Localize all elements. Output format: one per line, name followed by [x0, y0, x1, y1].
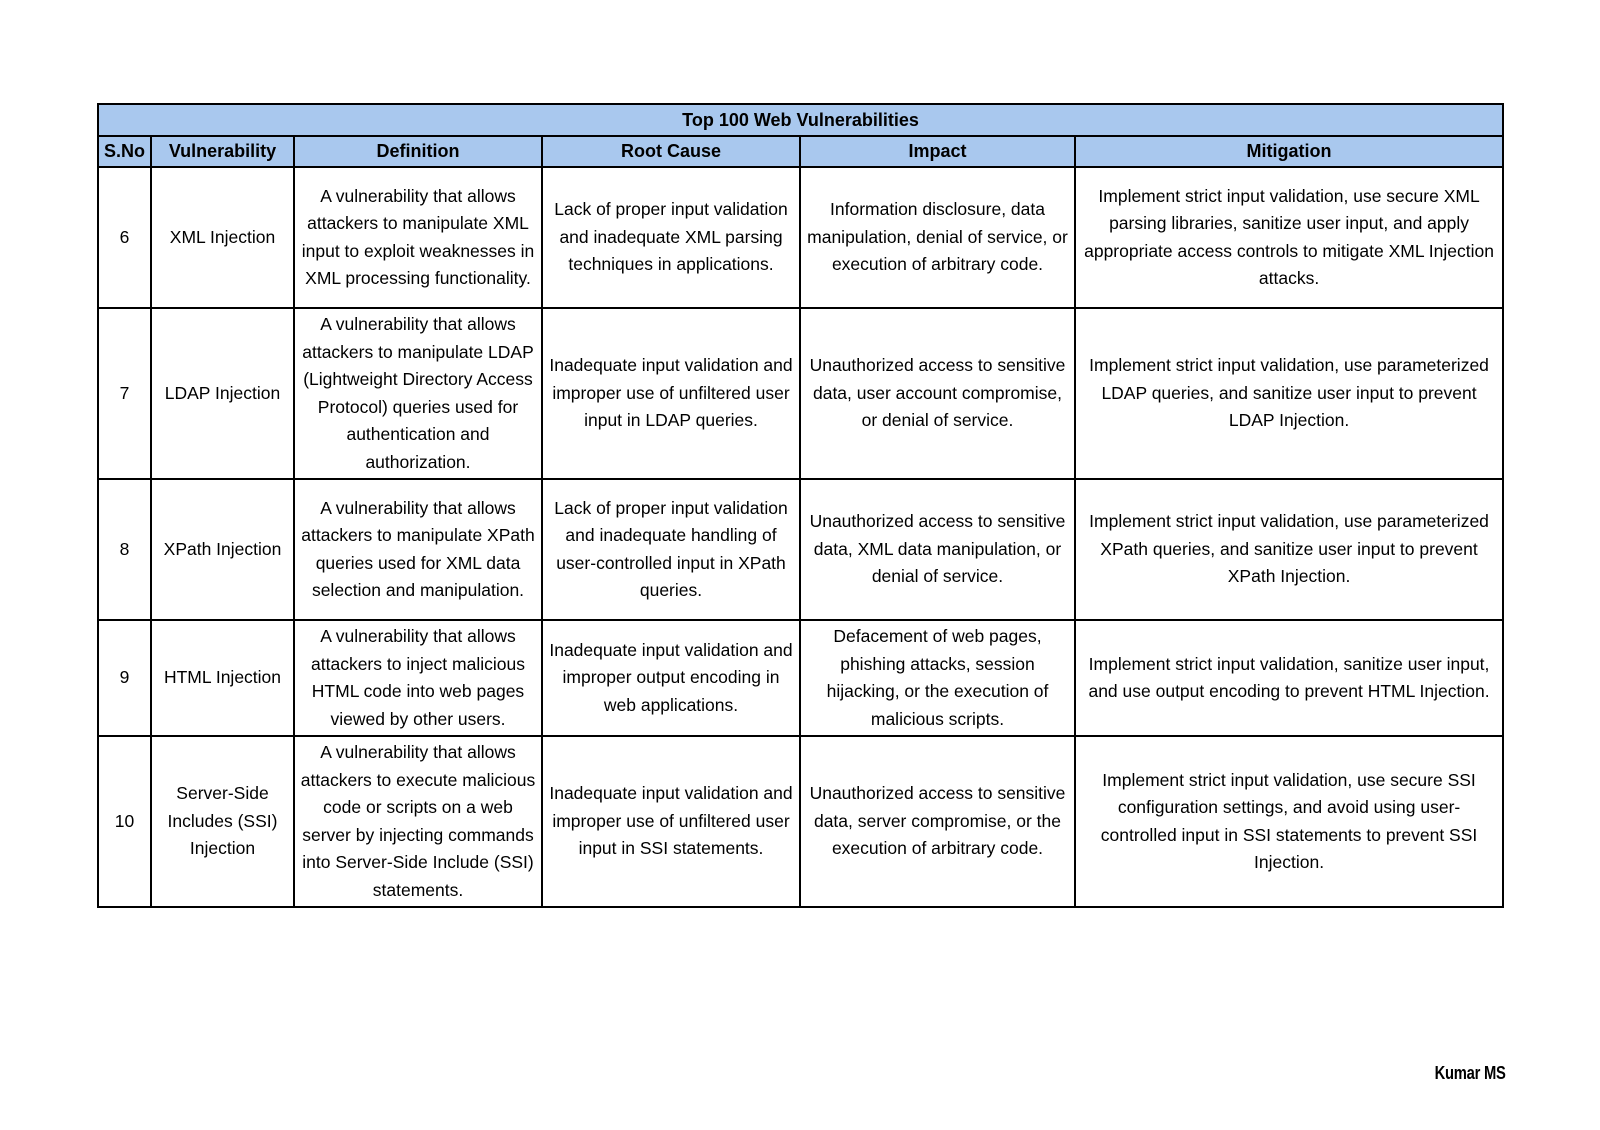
cell-mitigation: Implement strict input validation, use parameterized LDAP queries, and sanitize user input to prevent LDAP Injection.: [1075, 308, 1503, 479]
cell-mitigation: Implement strict input validation, use parameterized XPath queries, and sanitize user input to prevent XPath Injection.: [1075, 479, 1503, 620]
table-header-row: [98, 136, 1503, 167]
table-row: [98, 620, 1503, 736]
cell-sno: 6: [98, 167, 151, 308]
cell-vulnerability: XPath Injection: [151, 479, 294, 620]
cell-impact: Defacement of web pages, phishing attacks, session hijacking, or the execution of malicious scripts.: [800, 620, 1075, 736]
cell-definition: A vulnerability that allows attackers to manipulate LDAP (Lightweight Directory Access Protocol) queries used for authentication and authorization.: [294, 308, 542, 479]
cell-sno: 7: [98, 308, 151, 479]
column-header-sno: S.No: [98, 136, 151, 167]
table-title-row: [98, 104, 1503, 136]
column-header-mitigation: Mitigation: [1075, 136, 1503, 167]
cell-vulnerability: HTML Injection: [151, 620, 294, 736]
cell-mitigation: Implement strict input validation, use secure SSI configuration settings, and avoid using user-controlled input in SSI statements to prevent SSI Injection.: [1075, 736, 1503, 907]
cell-definition: A vulnerability that allows attackers to manipulate XPath queries used for XML data selection and manipulation.: [294, 479, 542, 620]
vulnerability-table: [97, 103, 1504, 908]
table-row: [98, 167, 1503, 308]
table-row: [98, 479, 1503, 620]
cell-root-cause: Lack of proper input validation and inadequate handling of user-controlled input in XPath queries.: [542, 479, 800, 620]
cell-vulnerability: LDAP Injection: [151, 308, 294, 479]
cell-root-cause: Inadequate input validation and improper use of unfiltered user input in LDAP queries.: [542, 308, 800, 479]
cell-sno: 8: [98, 479, 151, 620]
column-header-definition: Definition: [294, 136, 542, 167]
cell-definition: A vulnerability that allows attackers to manipulate XML input to exploit weaknesses in XML processing functionality.: [294, 167, 542, 308]
column-header-root-cause: Root Cause: [542, 136, 800, 167]
column-header-vulnerability: Vulnerability: [151, 136, 294, 167]
cell-vulnerability: Server-Side Includes (SSI) Injection: [151, 736, 294, 907]
author-signature: Kumar MS: [1434, 1063, 1506, 1083]
cell-sno: 10: [98, 736, 151, 907]
cell-vulnerability: XML Injection: [151, 167, 294, 308]
table-row: [98, 308, 1503, 479]
cell-definition: A vulnerability that allows attackers to execute malicious code or scripts on a web server by injecting commands into Server-Side Include (SSI) statements.: [294, 736, 542, 907]
cell-root-cause: Inadequate input validation and improper output encoding in web applications.: [542, 620, 800, 736]
cell-definition: A vulnerability that allows attackers to inject malicious HTML code into web pages viewed by other users.: [294, 620, 542, 736]
column-header-impact: Impact: [800, 136, 1075, 167]
cell-mitigation: Implement strict input validation, sanitize user input, and use output encoding to prevent HTML Injection.: [1075, 620, 1503, 736]
cell-mitigation: Implement strict input validation, use secure XML parsing libraries, sanitize user input, and apply appropriate access controls to mitigate XML Injection attacks.: [1075, 167, 1503, 308]
table-title: Top 100 Web Vulnerabilities: [98, 104, 1503, 136]
vulnerability-table-container: [97, 103, 1502, 908]
cell-root-cause: Lack of proper input validation and inadequate XML parsing techniques in applications.: [542, 167, 800, 308]
cell-impact: Unauthorized access to sensitive data, server compromise, or the execution of arbitrary code.: [800, 736, 1075, 907]
table-row: [98, 736, 1503, 907]
cell-impact: Information disclosure, data manipulation, denial of service, or execution of arbitrary code.: [800, 167, 1075, 308]
cell-sno: 9: [98, 620, 151, 736]
cell-root-cause: Inadequate input validation and improper use of unfiltered user input in SSI statements.: [542, 736, 800, 907]
cell-impact: Unauthorized access to sensitive data, user account compromise, or denial of service.: [800, 308, 1075, 479]
cell-impact: Unauthorized access to sensitive data, XML data manipulation, or denial of service.: [800, 479, 1075, 620]
